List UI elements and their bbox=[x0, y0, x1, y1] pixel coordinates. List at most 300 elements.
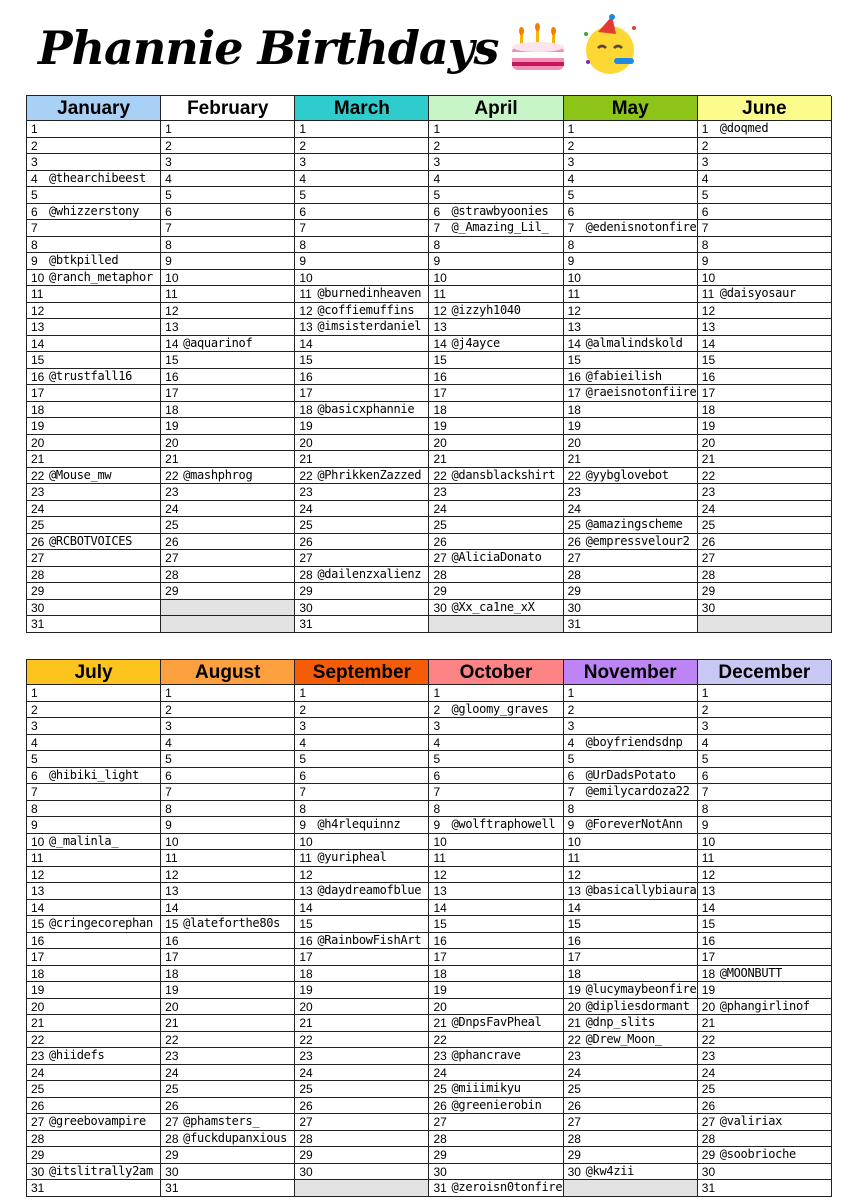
day-cell bbox=[429, 1164, 563, 1181]
day-cell bbox=[161, 735, 295, 752]
day-number: 10 bbox=[567, 270, 581, 285]
day-cell bbox=[295, 718, 429, 735]
day-cell bbox=[27, 1065, 161, 1082]
day-number: 26 bbox=[165, 1098, 179, 1113]
day-number: 12 bbox=[567, 303, 581, 318]
birthday-handle: @AliciaDonato bbox=[451, 550, 542, 564]
day-number: 13 bbox=[299, 320, 313, 334]
day-cell bbox=[564, 702, 698, 719]
day-number: 24 bbox=[567, 501, 581, 516]
day-cell bbox=[564, 735, 698, 752]
day-cell bbox=[429, 966, 563, 983]
day-number: 5 bbox=[701, 752, 709, 766]
day-cell bbox=[564, 718, 698, 735]
day-cell bbox=[429, 567, 563, 584]
day-cell bbox=[295, 685, 429, 702]
day-number: 10 bbox=[433, 834, 447, 849]
day-cell bbox=[429, 1131, 563, 1148]
day-cell bbox=[698, 121, 832, 138]
birthday-handle: @RainbowFishArt bbox=[317, 932, 422, 947]
day-number: 18 bbox=[701, 966, 716, 981]
day-cell bbox=[698, 850, 832, 867]
day-number: 30 bbox=[299, 1164, 313, 1179]
day-cell bbox=[161, 1164, 295, 1181]
day-number: 25 bbox=[433, 518, 447, 532]
day-number: 27 bbox=[31, 1115, 45, 1129]
day-cell bbox=[161, 1081, 295, 1098]
day-cell bbox=[429, 484, 563, 501]
day-cell bbox=[564, 550, 698, 567]
day-cell bbox=[564, 286, 698, 303]
day-number: 28 bbox=[31, 1131, 45, 1146]
day-cell bbox=[295, 600, 429, 617]
day-cell bbox=[698, 567, 832, 584]
day-number: 7 bbox=[433, 221, 441, 235]
day-number: 23 bbox=[701, 485, 716, 499]
day-number: 2 bbox=[567, 702, 575, 717]
day-number: 6 bbox=[567, 204, 575, 219]
birthday-handle: @ForeverNotAnn bbox=[585, 817, 683, 831]
day-cell bbox=[295, 1065, 429, 1082]
day-number: 30 bbox=[31, 1164, 45, 1179]
day-cell bbox=[161, 253, 295, 270]
day-cell bbox=[564, 319, 698, 336]
birthday-handle: @imsisterdaniel bbox=[317, 319, 422, 333]
birthday-handle: @PhrikkenZazzed bbox=[317, 467, 422, 482]
day-number: 7 bbox=[299, 221, 306, 235]
birthday-handle: @lateforthe80s bbox=[183, 916, 281, 930]
day-number: 14 bbox=[433, 900, 447, 915]
day-cell bbox=[27, 834, 161, 851]
day-number: 22 bbox=[433, 1032, 447, 1047]
day-number: 17 bbox=[567, 950, 581, 964]
day-number: 24 bbox=[567, 1065, 581, 1080]
day-cell bbox=[161, 949, 295, 966]
day-number: 30 bbox=[567, 1164, 581, 1179]
day-cell bbox=[429, 1098, 563, 1115]
day-cell bbox=[564, 600, 698, 617]
day-cell bbox=[295, 1147, 429, 1164]
day-cell bbox=[698, 138, 832, 155]
day-number: 11 bbox=[567, 287, 581, 301]
day-number: 6 bbox=[701, 204, 709, 219]
day-cell bbox=[27, 1032, 161, 1049]
day-number: 12 bbox=[701, 867, 716, 882]
day-number: 28 bbox=[31, 567, 45, 582]
day-cell bbox=[698, 501, 832, 518]
day-number: 20 bbox=[165, 435, 179, 450]
day-cell bbox=[295, 768, 429, 785]
day-cell bbox=[27, 204, 161, 221]
day-cell bbox=[161, 583, 295, 600]
day-number: 9 bbox=[165, 818, 172, 832]
day-number: 26 bbox=[567, 1098, 581, 1113]
day-number: 14 bbox=[567, 336, 581, 351]
day-cell bbox=[295, 138, 429, 155]
day-number: 20 bbox=[299, 999, 313, 1014]
day-number: 10 bbox=[701, 270, 716, 285]
day-cell bbox=[564, 451, 698, 468]
day-number: 7 bbox=[165, 785, 172, 799]
day-cell bbox=[161, 784, 295, 801]
day-cell bbox=[27, 982, 161, 999]
day-cell bbox=[27, 583, 161, 600]
day-cell bbox=[698, 270, 832, 287]
day-cell bbox=[295, 468, 429, 485]
day-cell bbox=[698, 534, 832, 551]
day-cell bbox=[429, 817, 563, 834]
day-number: 23 bbox=[31, 485, 45, 499]
birthday-handle: @hiidefs bbox=[49, 1048, 105, 1062]
day-number: 10 bbox=[299, 270, 313, 285]
day-number: 4 bbox=[299, 171, 306, 186]
day-number: 25 bbox=[165, 1082, 179, 1096]
day-number: 21 bbox=[165, 1016, 179, 1030]
day-number: 30 bbox=[31, 600, 45, 615]
day-number: 22 bbox=[299, 1032, 313, 1047]
day-cell bbox=[161, 982, 295, 999]
day-cell bbox=[429, 303, 563, 320]
month-header-february: February bbox=[161, 96, 295, 121]
day-number: 2 bbox=[299, 702, 306, 717]
day-cell bbox=[27, 817, 161, 834]
day-number: 12 bbox=[31, 303, 45, 318]
day-number: 24 bbox=[433, 501, 447, 516]
day-cell bbox=[429, 451, 563, 468]
day-number: 7 bbox=[701, 221, 709, 235]
day-number: 8 bbox=[567, 801, 575, 816]
day-number: 18 bbox=[31, 402, 45, 417]
day-cell bbox=[27, 138, 161, 155]
day-number: 21 bbox=[433, 452, 447, 466]
day-cell bbox=[564, 834, 698, 851]
day-cell bbox=[429, 336, 563, 353]
day-number: 16 bbox=[701, 933, 716, 948]
day-cell bbox=[161, 501, 295, 518]
day-number: 11 bbox=[165, 851, 178, 865]
day-cell bbox=[429, 1180, 563, 1197]
day-cell bbox=[27, 1098, 161, 1115]
birthday-handle: @ranch_metaphor bbox=[49, 269, 153, 284]
day-cell bbox=[295, 534, 429, 551]
day-number: 20 bbox=[567, 435, 581, 450]
day-cell bbox=[564, 484, 698, 501]
day-cell bbox=[429, 949, 563, 966]
day-number: 2 bbox=[299, 138, 306, 153]
day-number: 5 bbox=[433, 188, 441, 202]
day-cell bbox=[295, 1164, 429, 1181]
day-number: 14 bbox=[433, 336, 447, 351]
day-number: 26 bbox=[31, 1098, 45, 1113]
day-cell bbox=[698, 1032, 832, 1049]
day-cell bbox=[564, 916, 698, 933]
day-number: 26 bbox=[299, 1098, 313, 1113]
day-cell bbox=[161, 834, 295, 851]
day-cell bbox=[564, 237, 698, 254]
day-cell bbox=[564, 784, 698, 801]
day-cell bbox=[161, 867, 295, 884]
day-cell bbox=[27, 270, 161, 287]
day-number: 24 bbox=[31, 1065, 45, 1080]
day-number: 15 bbox=[165, 353, 179, 367]
birthday-handle: @phangirlinof bbox=[719, 998, 810, 1013]
day-number: 9 bbox=[433, 818, 441, 832]
month-header-september: September bbox=[295, 660, 429, 685]
day-number: 6 bbox=[701, 768, 709, 783]
day-number: 7 bbox=[165, 221, 172, 235]
day-cell bbox=[27, 966, 161, 983]
day-number: 31 bbox=[701, 1181, 716, 1195]
day-cell bbox=[295, 735, 429, 752]
day-cell bbox=[161, 933, 295, 950]
day-number: 5 bbox=[701, 188, 709, 202]
day-cell bbox=[429, 768, 563, 785]
day-number: 22 bbox=[299, 468, 313, 483]
day-number: 13 bbox=[299, 884, 313, 898]
day-number: 17 bbox=[701, 386, 716, 400]
day-number: 2 bbox=[165, 702, 172, 717]
day-number: 15 bbox=[299, 353, 313, 367]
day-cell bbox=[429, 154, 563, 171]
day-cell bbox=[27, 883, 161, 900]
day-number: 26 bbox=[31, 534, 45, 549]
day-cell bbox=[295, 253, 429, 270]
birthday-handle: @h4rlequinnz bbox=[317, 817, 401, 831]
day-cell bbox=[564, 187, 698, 204]
day-cell bbox=[161, 220, 295, 237]
day-number: 19 bbox=[433, 983, 447, 997]
day-number: 23 bbox=[165, 485, 179, 499]
day-number: 11 bbox=[299, 851, 312, 865]
cake-icon bbox=[508, 16, 568, 81]
day-cell bbox=[161, 121, 295, 138]
day-cell bbox=[27, 484, 161, 501]
day-cell bbox=[429, 1015, 563, 1032]
day-number: 9 bbox=[701, 254, 709, 268]
day-cell bbox=[698, 336, 832, 353]
birthday-handle: @itslitrally2am bbox=[49, 1163, 153, 1178]
day-cell bbox=[429, 999, 563, 1016]
day-cell bbox=[27, 369, 161, 386]
day-cell bbox=[429, 352, 563, 369]
day-cell bbox=[698, 834, 832, 851]
day-cell bbox=[295, 435, 429, 452]
day-cell bbox=[564, 1032, 698, 1049]
day-number: 3 bbox=[165, 719, 172, 733]
day-cell bbox=[295, 1081, 429, 1098]
day-cell bbox=[161, 1114, 295, 1131]
day-number: 7 bbox=[299, 785, 306, 799]
birthday-handle: @dansblackshirt bbox=[451, 467, 556, 482]
day-cell bbox=[698, 352, 832, 369]
day-number: 19 bbox=[299, 419, 313, 433]
day-number: 18 bbox=[165, 966, 179, 981]
day-cell bbox=[429, 121, 563, 138]
day-cell bbox=[429, 253, 563, 270]
day-number: 2 bbox=[701, 138, 709, 153]
day-cell bbox=[564, 121, 698, 138]
day-cell bbox=[429, 402, 563, 419]
day-number: 21 bbox=[31, 1016, 45, 1030]
day-cell bbox=[295, 982, 429, 999]
calendar-block-2 bbox=[26, 659, 831, 1197]
day-number: 8 bbox=[31, 237, 38, 252]
day-cell bbox=[295, 702, 429, 719]
day-cell bbox=[27, 385, 161, 402]
birthday-handle: @edenisnotonfire bbox=[585, 220, 697, 234]
day-cell bbox=[295, 999, 429, 1016]
day-number: 17 bbox=[165, 386, 179, 400]
day-number: 27 bbox=[299, 551, 313, 565]
day-cell bbox=[27, 286, 161, 303]
day-number: 10 bbox=[567, 834, 581, 849]
day-cell bbox=[161, 883, 295, 900]
day-number: 9 bbox=[299, 818, 306, 832]
day-number: 6 bbox=[433, 204, 441, 219]
day-cell bbox=[295, 1114, 429, 1131]
day-number: 14 bbox=[31, 900, 45, 915]
day-cell bbox=[698, 451, 832, 468]
day-cell bbox=[429, 583, 563, 600]
day-cell bbox=[27, 319, 161, 336]
birthday-handle: @dipliesdormant bbox=[585, 998, 690, 1013]
day-number: 1 bbox=[433, 122, 441, 136]
day-number: 13 bbox=[31, 320, 45, 334]
day-number: 22 bbox=[567, 468, 581, 483]
day-cell bbox=[161, 171, 295, 188]
day-cell bbox=[698, 600, 832, 617]
day-number: 20 bbox=[299, 435, 313, 450]
day-cell bbox=[429, 286, 563, 303]
day-cell bbox=[295, 1015, 429, 1032]
day-number: 15 bbox=[567, 353, 581, 367]
day-cell bbox=[161, 801, 295, 818]
day-cell bbox=[698, 1098, 832, 1115]
day-cell bbox=[429, 220, 563, 237]
day-number: 14 bbox=[31, 336, 45, 351]
day-cell bbox=[295, 187, 429, 204]
birthday-handle: @RCBOTVOICES bbox=[49, 533, 133, 548]
day-number: 29 bbox=[433, 584, 447, 598]
day-number: 30 bbox=[701, 1164, 716, 1179]
day-number: 22 bbox=[31, 1032, 45, 1047]
day-number: 28 bbox=[299, 1131, 313, 1146]
day-cell bbox=[161, 451, 295, 468]
day-number: 29 bbox=[701, 584, 716, 598]
day-number: 29 bbox=[31, 584, 45, 598]
day-number: 24 bbox=[165, 501, 179, 516]
day-cell bbox=[27, 1164, 161, 1181]
day-cell bbox=[295, 204, 429, 221]
day-cell bbox=[161, 204, 295, 221]
day-number: 4 bbox=[433, 171, 441, 186]
day-number: 28 bbox=[433, 567, 447, 582]
day-cell bbox=[161, 418, 295, 435]
day-number: 8 bbox=[433, 237, 441, 252]
birthday-handle: @kw4zii bbox=[585, 1163, 635, 1178]
day-cell bbox=[161, 817, 295, 834]
day-cell bbox=[429, 685, 563, 702]
birthday-handle: @amazingscheme bbox=[585, 517, 683, 531]
month-header-april: April bbox=[429, 96, 563, 121]
day-number: 6 bbox=[567, 768, 575, 783]
day-number: 13 bbox=[567, 884, 581, 898]
day-cell bbox=[295, 916, 429, 933]
day-cell bbox=[429, 550, 563, 567]
day-number: 29 bbox=[567, 1148, 581, 1162]
day-number: 19 bbox=[701, 983, 716, 997]
day-number: 21 bbox=[299, 1016, 313, 1030]
day-cell bbox=[295, 933, 429, 950]
day-number: 9 bbox=[701, 818, 709, 832]
day-cell bbox=[27, 550, 161, 567]
day-cell bbox=[698, 784, 832, 801]
day-cell bbox=[161, 484, 295, 501]
day-number: 11 bbox=[299, 287, 312, 301]
day-number: 18 bbox=[567, 402, 581, 417]
day-number: 23 bbox=[567, 1049, 581, 1063]
day-number: 28 bbox=[701, 567, 716, 582]
day-number: 6 bbox=[165, 768, 172, 783]
day-number: 19 bbox=[31, 983, 45, 997]
day-cell bbox=[161, 1147, 295, 1164]
day-number: 26 bbox=[433, 1098, 447, 1113]
empty-day-cell bbox=[429, 616, 563, 633]
day-number: 1 bbox=[567, 686, 575, 700]
day-number: 21 bbox=[701, 1016, 716, 1030]
day-cell bbox=[429, 751, 563, 768]
day-cell bbox=[564, 966, 698, 983]
day-number: 30 bbox=[567, 600, 581, 615]
day-cell bbox=[295, 501, 429, 518]
day-number: 18 bbox=[299, 966, 313, 981]
day-cell bbox=[698, 735, 832, 752]
day-cell bbox=[161, 336, 295, 353]
day-number: 7 bbox=[31, 785, 38, 799]
day-cell bbox=[698, 966, 832, 983]
day-number: 19 bbox=[433, 419, 447, 433]
birthday-handle: @whizzerstony bbox=[49, 203, 140, 218]
birthday-handle: @raeisnotonfiire bbox=[585, 385, 697, 399]
day-number: 5 bbox=[433, 752, 441, 766]
day-number: 18 bbox=[433, 966, 447, 981]
day-cell bbox=[27, 534, 161, 551]
month-header-august: August bbox=[161, 660, 295, 685]
day-cell bbox=[698, 204, 832, 221]
day-number: 4 bbox=[567, 735, 575, 750]
day-cell bbox=[161, 1015, 295, 1032]
day-cell bbox=[161, 850, 295, 867]
day-number: 28 bbox=[165, 567, 179, 582]
day-number: 17 bbox=[165, 950, 179, 964]
day-number: 31 bbox=[31, 1181, 45, 1195]
day-number: 27 bbox=[701, 1115, 716, 1129]
day-number: 10 bbox=[433, 270, 447, 285]
day-cell bbox=[698, 949, 832, 966]
day-cell bbox=[698, 369, 832, 386]
day-cell bbox=[161, 138, 295, 155]
day-cell bbox=[564, 270, 698, 287]
day-number: 16 bbox=[567, 369, 581, 384]
day-number: 25 bbox=[299, 518, 313, 532]
day-number: 9 bbox=[567, 818, 575, 832]
day-number: 4 bbox=[701, 171, 709, 186]
day-number: 6 bbox=[433, 768, 441, 783]
day-number: 29 bbox=[165, 1148, 179, 1162]
day-number: 3 bbox=[701, 155, 709, 169]
day-cell bbox=[27, 784, 161, 801]
day-cell bbox=[161, 286, 295, 303]
